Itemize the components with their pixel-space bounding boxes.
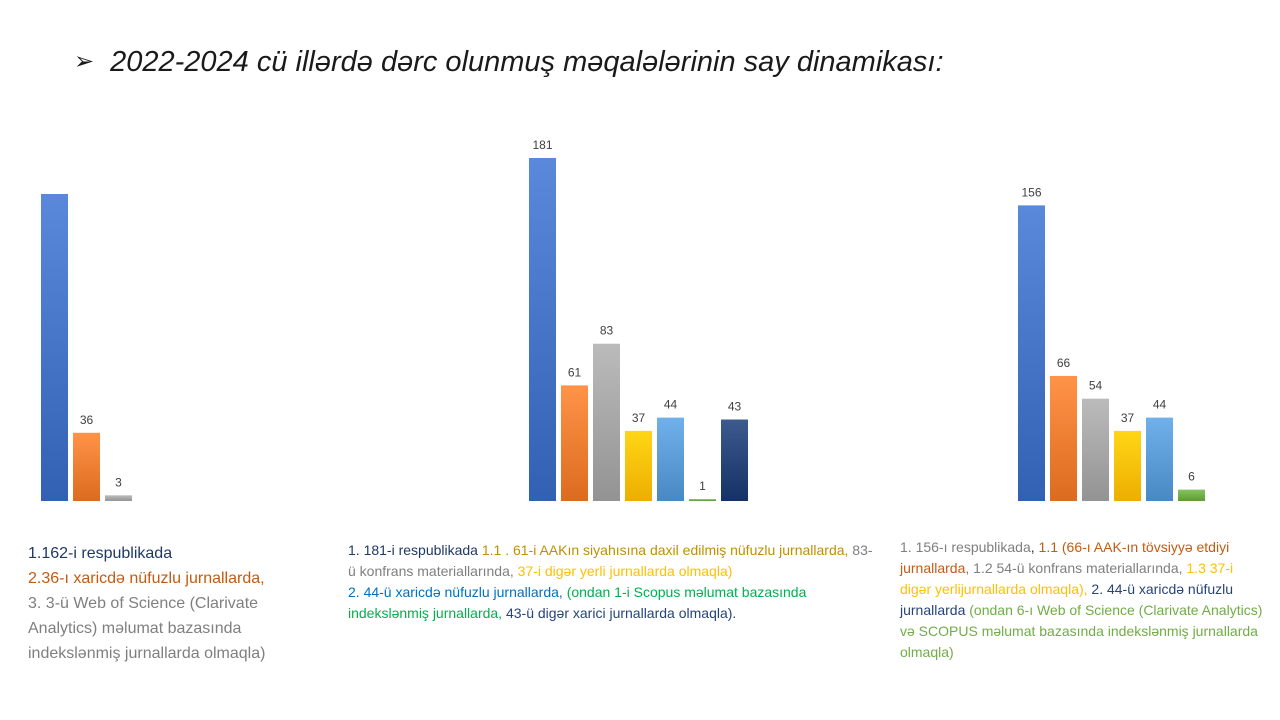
data-label-1-2: 36 bbox=[79, 412, 94, 427]
data-label-2-5: 44 bbox=[663, 397, 678, 412]
data-label-2-1: 181 bbox=[532, 138, 553, 152]
caption-2-segment-1: 1. 181-i respublikada bbox=[348, 542, 482, 558]
caption-2023 bbox=[348, 540, 878, 624]
bar-3-1 bbox=[1018, 205, 1045, 501]
caption-2022 bbox=[28, 541, 328, 667]
caption-2-segment-6: (ondan 1-i Scopus məlumat bazasında indekslənmiş jurnallarda, bbox=[348, 584, 807, 621]
data-label-2-6: 1 bbox=[699, 479, 706, 494]
caption-1-segment-1: 1.162-i respublikada bbox=[28, 545, 173, 562]
data-label-3-2: 66 bbox=[1056, 355, 1071, 370]
data-label-3-3: 54 bbox=[1088, 378, 1103, 393]
caption-3-segment-1: 1. 156-ı respublikada bbox=[900, 539, 1031, 555]
caption-3-segment-2: , bbox=[1030, 539, 1039, 555]
caption-1-segment-2: 2.36-ı xaricdə nüfuzlu jurnallarda, bbox=[28, 570, 265, 588]
caption-3-segment-3: 1.1 (66-ı AAK-ın tövsiyyə etdiyi jurnallarda bbox=[900, 539, 1230, 576]
caption-3-segment-4: , 1.2 54-ü konfrans materiallarında, bbox=[965, 560, 1187, 576]
data-label-2-3: 83 bbox=[599, 323, 614, 338]
bar-3-2 bbox=[1050, 376, 1077, 501]
bar-3-4 bbox=[1114, 431, 1141, 501]
slide-title-text: 2022-2024 cü illərdə dərc olunmuş məqalələrinin say dinamikası: bbox=[110, 46, 944, 78]
caption-3-segment-7: (ondan 6-ı Web of Science (Clarivate Analytics) və SCOPUS məlumat bazasında indekslənmiş jurnallarda olmaqla) bbox=[900, 602, 1263, 660]
caption-2024 bbox=[900, 537, 1265, 663]
bar-3-3 bbox=[1082, 399, 1109, 501]
caption-2-segment-7: 43-ü digər xarici jurnallarda olmaqla). bbox=[505, 605, 737, 621]
data-label-2-2: 61 bbox=[567, 365, 582, 380]
bar-3-6 bbox=[1178, 490, 1205, 501]
data-label-3-5: 44 bbox=[1152, 397, 1167, 412]
data-label-3-4: 37 bbox=[1120, 410, 1135, 425]
caption-2-segment-3: 83-ü konfrans materiallarında, bbox=[348, 542, 873, 579]
data-label-1-3: 3 bbox=[115, 475, 122, 490]
caption-2-segment-4: 37-i digər yerli jurnallarda olmaqla) bbox=[517, 563, 733, 579]
data-label-3-1: 156 bbox=[1021, 185, 1042, 200]
caption-3-segment-6: 2. 44-ü xaricdə nüfuzlu jurnallarda bbox=[900, 581, 1234, 618]
caption-2-segment-5: 2. 44-ü xaricdə nüfuzlu jurnallarda, bbox=[348, 584, 567, 600]
arrow-bullet-icon: ➢ bbox=[74, 48, 95, 75]
data-label-2-4: 37 bbox=[631, 410, 646, 425]
data-label-3-6: 6 bbox=[1188, 469, 1195, 484]
caption-2-segment-2: 1.1 . 61-i AAKın siyahısına daxil edilmiş nüfuzlu jurnallarda, bbox=[481, 542, 853, 558]
bar-3-5 bbox=[1146, 418, 1173, 501]
caption-1-segment-3: 3. 3-ü Web of Science (Clarivate Analytics) məlumat bazasında indekslənmiş jurnallarda olmaqla) bbox=[28, 595, 266, 663]
caption-3-segment-5: 1.3 37-i digər yerlijurnallarda olmaqla), bbox=[900, 560, 1234, 597]
data-label-2-7: 43 bbox=[727, 399, 742, 414]
